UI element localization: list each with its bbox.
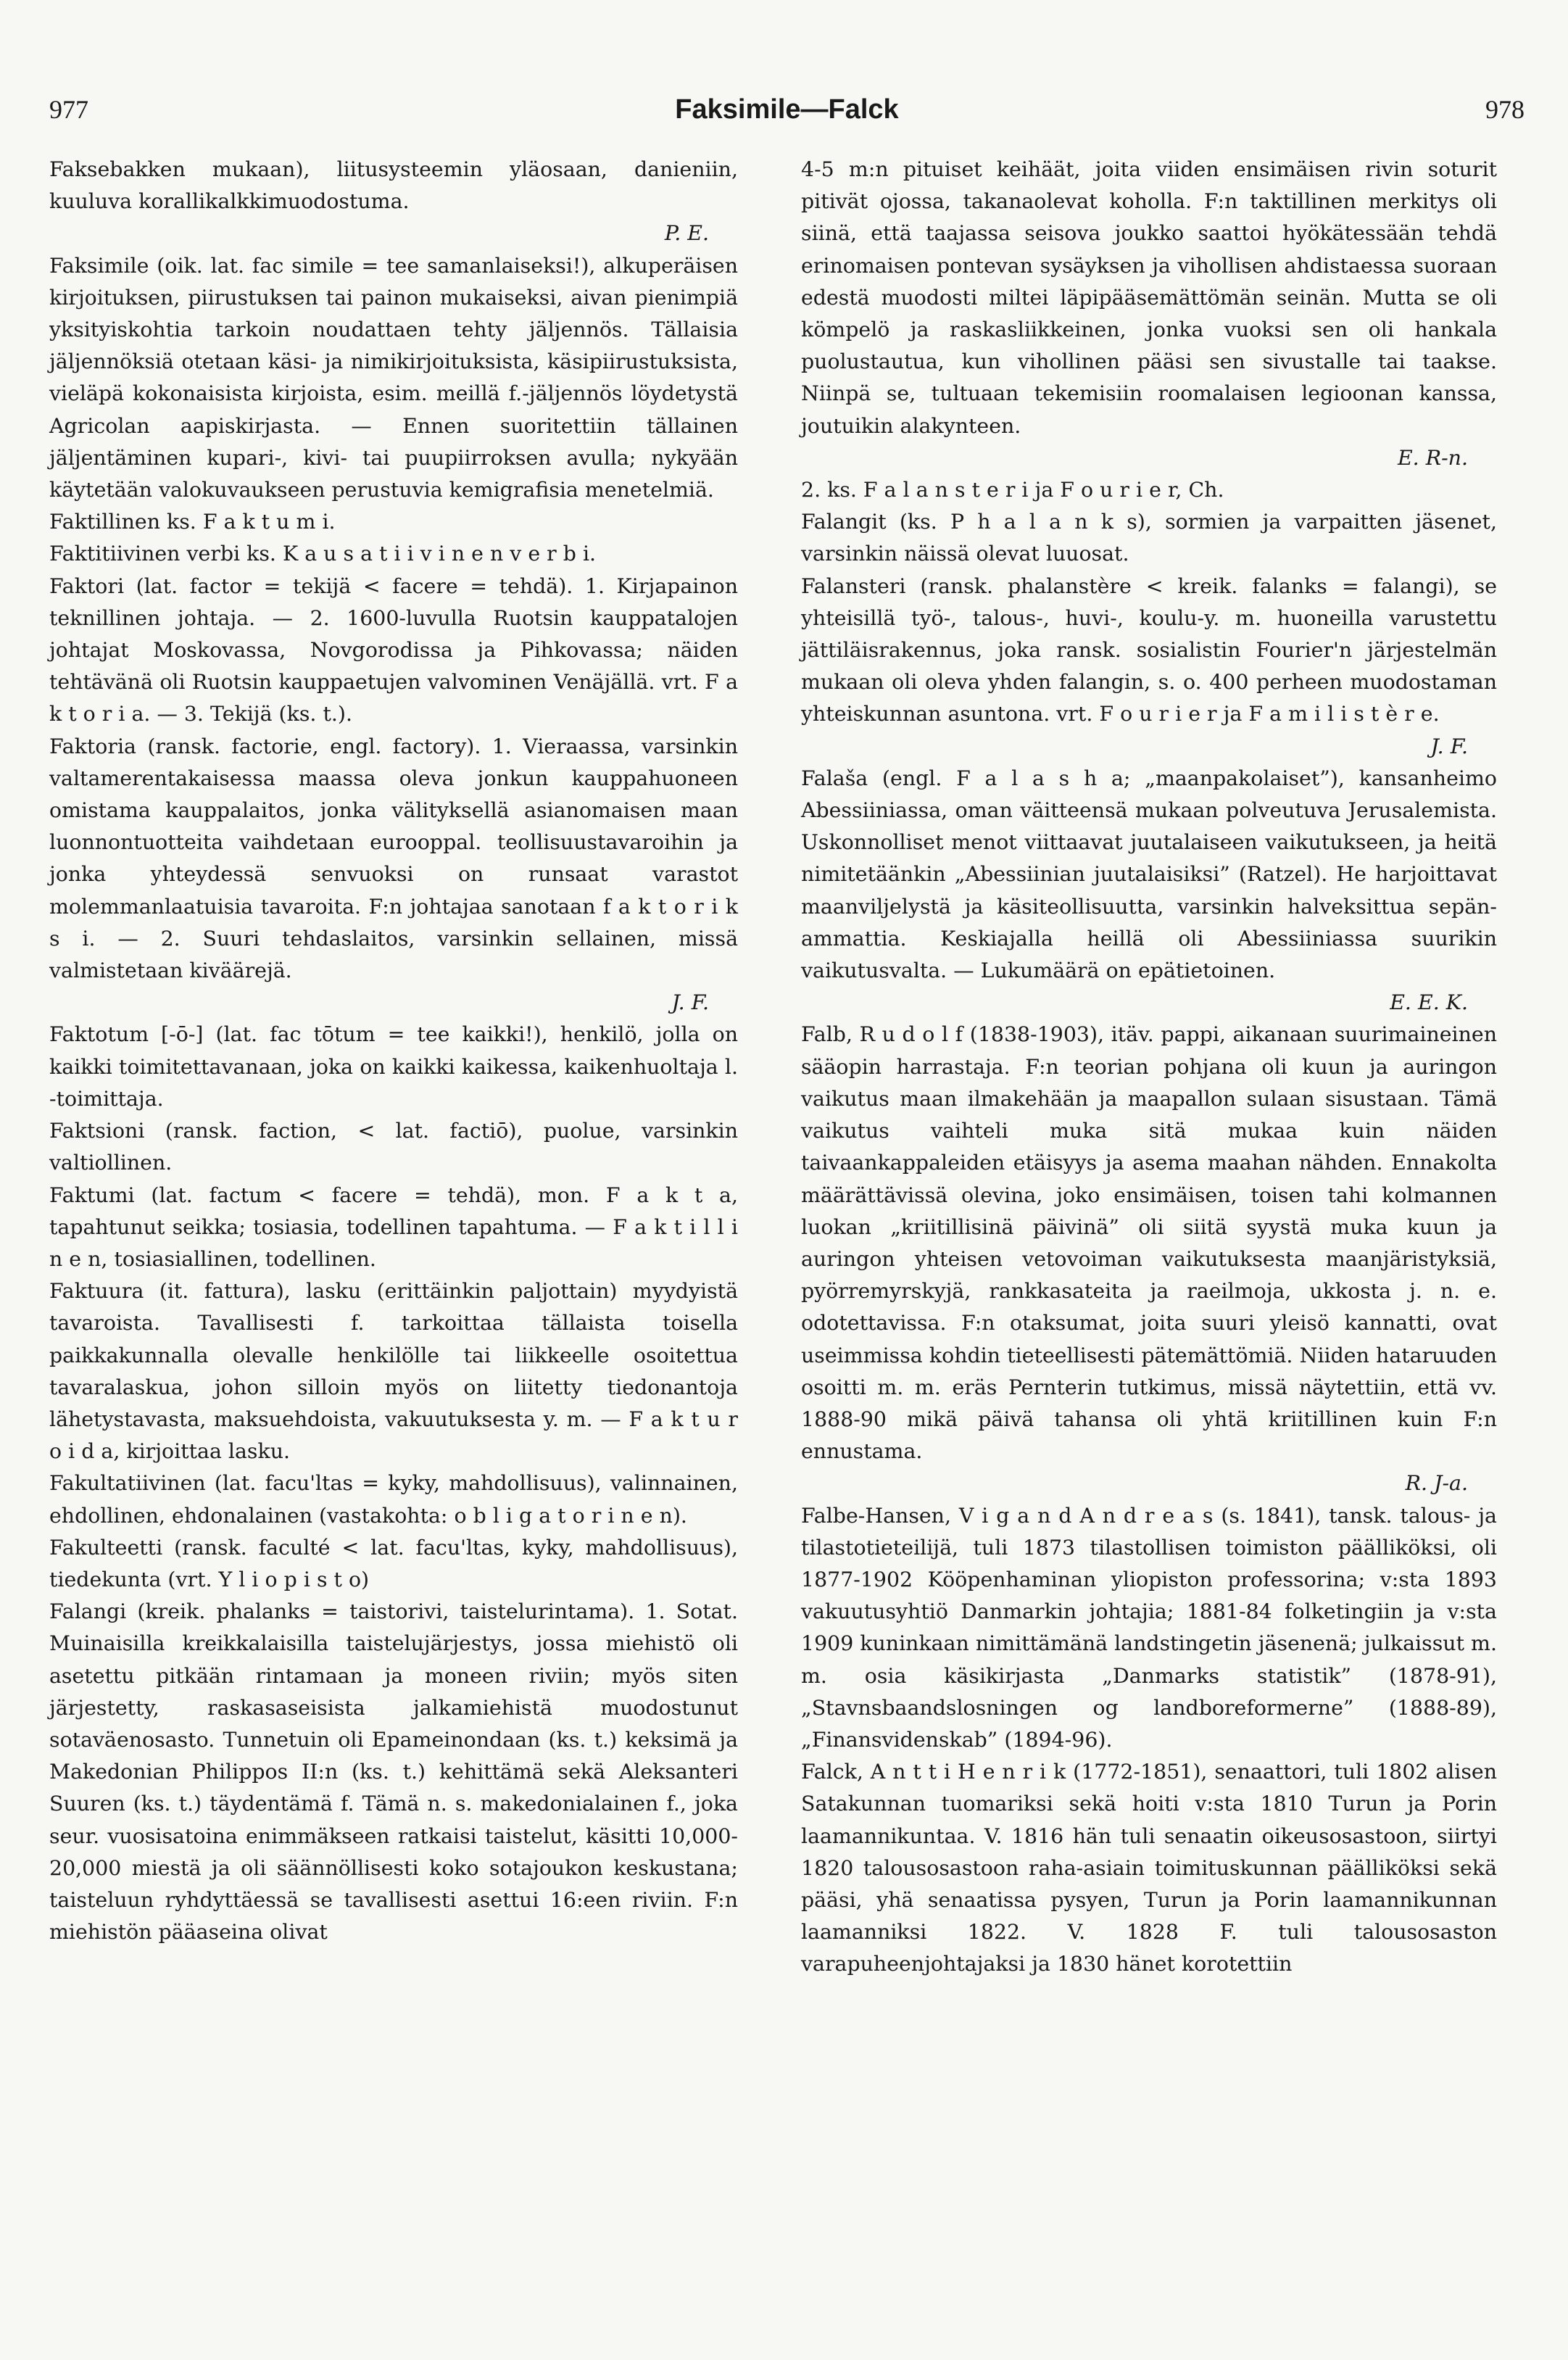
running-title: Faksimile—Falck bbox=[675, 94, 899, 125]
entry-faktitiivinen: Faktitiivinen verbi ks. K a u s a t i i v i n e n v e r b i. bbox=[49, 542, 597, 566]
entry-falb: Falb, R u d o l f (1838-1903), itäv. pappi, aikanaan suurimaineinen sääopin harrastaja. F:n teorian pohjana oli kuun ja auringon vaikutus maan ilmakehään ja maapallon sulaan sisustaan. Tämä vaikutus vaihteli muka sitä mukaa kuin näiden taivaankappaleiden etäisyys ja asema maahan nähden. Ennakolta määrättävissä olevina, joko ensimäisen, toisen tahi kolmannen luokan „kriitillisinä päivinä” oli siitä syystä muka kuun ja auringon yhteisen vetovoiman vaikutuksesta maanjäristyksiä, pyörremyrskyjä, rankkasateita ja raeilmoja, ukkosta j. n. e. odotettavissa. F:n otaksumat, joita suuri yleisö kannatti, ovat useimmissa kohdin tieteellisesti pätemättömiä. Niiden hataruuden osoitti m. m. eräs Pernterin tutkimus, missä näytettiin, että vv. 1888-90 mikä päivä tahansa oli yhtä kriitillinen kuin F:n ennustama. bbox=[801, 1022, 1497, 1464]
author-signature: J. F. bbox=[671, 990, 709, 1015]
entry-faktumi: Faktumi (lat. factum < facere = tehdä), mon. F a k t a, tapahtunut seikka; tosiasia, todellinen tapahtuma. — F a k t i l l i n e n, tosiasiallinen, todellinen. bbox=[49, 1183, 738, 1271]
entry-falangit: Falangit (ks. P h a l a n k s), sormien ja varpaitten jäsenet, varsinkin näissä olevat luuosat. bbox=[801, 510, 1497, 566]
entry-falck: Falck, A n t t i H e n r i k (1772-1851), senaattori, tuli 1802 alisen Satakunnan tuomariksi sekä hoiti v:sta 1810 Turun ja Porin laamannikuntaa. V. 1816 hän tuli senaatin oikeusosastoon, siirtyi 1820 talousosastoon raha-asiain toimituskunnan päälliköksi sekä pääsi, yhä senaatissa pysyen, Turun ja Porin laamannikunnan laamanniksi 1822. V. 1828 F. tuli talousosaston varapuheenjohtajaksi ja 1830 hänet korotettiin bbox=[801, 1760, 1497, 1976]
entry-falasa: Falaša (engl. F a l a s h a; „maanpakolaiset”), kansanheimo Abessiiniassa, oman väitteensä mukaan polveutuva Jerusalemista. Uskonnolliset menot viittaavat juutalaiseen vaikutukseen, ja heitä nimitetäänkin „Abessiinian juutalaisiksi” (Ratzel). He harjoittavat maanviljelystä ja käsiteollisuutta, varsinkin halveksittua sepän-ammattia. Keskiajalla heillä oli Abessiiniassa suurikin vaikutusvalta. — Lukumäärä on epätietoinen. bbox=[801, 766, 1497, 983]
entry-faktotum: Faktotum [-ō-] (lat. fac tōtum = tee kaikki!), henkilö, jolla on kaikki toimitettavanaan, joka on kaikki kaikessa, kaikenhuoltaja l. -toimittaja. bbox=[49, 1022, 738, 1111]
entry-fakulteetti: Fakulteetti (ransk. faculté < lat. facu'ltas, kyky, mahdollisuus), tiedekunta (vrt. Y l i o p i s t o) bbox=[49, 1535, 738, 1591]
entry-text: 4-5 m:n pituiset keihäät, joita viiden ensimäisen rivin soturit pitivät ojossa, takanaolevat koholla. F:n taktillinen merkitys oli siinä, että taajassa seisova joukko saattoi hyökätessään tehdä erinomaisen pontevan sysäyksen ja vihollisen ahdistaessa suoraan edestä muodosti miltei läpipääsemättömän seinän. Mutta se oli kömpelö ja raskasliikkeinen, jonka vuoksi sen oli hankala puolustautua, kun vihollinen pääsi sen sivustalle tai taakse. Niinpä se, tultuaan tekemisiin roomalaisen legioonan kanssa, joutuikin alakynteen. bbox=[801, 157, 1497, 438]
author-signature: J. F. bbox=[1430, 734, 1468, 758]
right-page-number: 978 bbox=[1485, 95, 1525, 124]
left-page-number: 977 bbox=[49, 95, 88, 124]
entry-fakultatiivinen: Fakultatiivinen (lat. facu'ltas = kyky, mahdollisuus), valinnainen, ehdollinen, ehdonalainen (vastakohta: o b l i g a t o r i n e n). bbox=[49, 1471, 738, 1528]
entry-faktillinen: Faktillinen ks. F a k t u m i. bbox=[49, 510, 336, 534]
entry-faktori: Faktori (lat. factor = tekijä < facere = tehdä). 1. Kirjapainon teknillinen johtaja. — 2. 1600-luvulla Ruotsin kauppatalojen johtajat Moskovassa, Novgorodissa ja Pihkovassa; näiden tehtävänä oli Ruotsin kauppaetujen valvominen Venäjällä. vrt. F a k t o r i a. — 3. Tekijä (ks. t.). bbox=[49, 574, 738, 726]
author-signature: R. J-a. bbox=[1405, 1471, 1468, 1496]
entry-falangi: Falangi (kreik. phalanks = taistorivi, taistelurintama). 1. Sotat. Muinaisilla kreikkalaisilla taistelujärjestys, jossa miehistö oli asetettu pitkään rintamaan ja moneen riviin; myös siten järjestetty, raskasaseisista jalkamiehistä muodostunut sotaväenosasto. Tunnetuin oli Epameinondaan (ks. t.) keksimä ja Makedonian Philippos II:n (ks. t.) kehittämä sekä Aleksanteri Suuren (ks. t.) täydentämä f. Tämä n. s. makedonialainen f., joka seur. vuosisatoina enimmäkseen ratkaisi taistelut, käsitti 10,000-20,000 miestä ja oli säännöllisesti koko sotajoukon keskustana; taisteluun ryhdyttäessä se tavallisesti asettui 16:een riviin. F:n miehistön pääaseina olivat bbox=[49, 1599, 738, 1945]
entry-faktoria: Faktoria (ransk. factorie, engl. factory). 1. Vieraassa, varsinkin valtamerentakaisessa maassa oleva jonkun kauppahuoneen omistama kauppalaitos, jonka välityksellä asianomaisen maan luonnontuotteita vaihdetaan eurooppal. teollisuustavaroihin ja jonka yhteydessä senvuoksi on runsaat varastot molemmanlaatuisia tavaroita. F:n johtajaa sanotaan f a k t o r i k s i. — 2. Suuri tehdaslaitos, varsinkin sellainen, missä valmistetaan kiväärejä. bbox=[49, 734, 738, 983]
author-signature: E. E. K. bbox=[1390, 990, 1468, 1015]
left-column bbox=[49, 154, 738, 1948]
entry-falbe-hansen: Falbe-Hansen, V i g a n d A n d r e a s (s. 1841), tansk. talous- ja tilastotieteilijä, tuli 1873 tilastollisen toimiston päälliköksi, oli 1877-1902 Kööpenhaminan yliopiston professorina; v:sta 1893 vakuutusyhtiö Danmarkin johtajia; 1881-84 folketingiin ja v:sta 1909 kuninkaan nimittämänä landstingetin jäsenenä; julkaissut m. m. osia käsikirjasta „Danmarks statistik” (1878-91), „Stavnsbaandslosningen og landboreformerne” (1888-89), „Finansvidenskab” (1894-96). bbox=[801, 1503, 1497, 1752]
entry-faksimile: Faksimile (oik. lat. fac simile = tee samanlaiseksi!), alkuperäisen kirjoituksen, piirustuksen tai painon mukaiseksi, aivan pienimpiä yksityiskohtia tarkoin noudattaen tehty jäljennös. Tällaisia jäljennöksiä otetaan käsi- ja nimikirjoituksista, käsipiirustuksista, vieläpä kokonaisista kirjoista, esim. meillä f.-jäljennös löydetystä Agricolan aapiskirjasta. — Ennen suoritettiin tällainen jäljentäminen kupari-, kivi- tai puupiirroksen avulla; nykyään käytetään valokuvaukseen perustuvia kemigrafisia menetelmiä. bbox=[49, 253, 738, 502]
author-signature: P. E. bbox=[664, 221, 709, 246]
running-head bbox=[49, 94, 1525, 131]
entry-faktuura: Faktuura (it. fattura), lasku (erittäinkin paljottain) myydyistä tavaroista. Tavallisesti f. tarkoittaa tällaista toisella paikkakunnalla olevalle henkilölle tai liikkeelle osoitettua tavaralaskua, johon silloin myös on liitetty tiedonantoja lähetystavasta, maksuehdoista, vakuutuksesta y. m. — F a k t u r o i d a, kirjoittaa lasku. bbox=[49, 1279, 738, 1464]
entry-falansteri: Falansteri (ransk. phalanstère < kreik. falanks = falangi), se yhteisillä työ-, talous-, huvi-, koulu-y. m. huoneilla varustettu jättiläisrakennus, joka ransk. sosialistin Fourier'n järjestelmän mukaan oli oleva yhden falangin, s. o. 400 perheen muodostaman yhteiskunnan asuntona. vrt. F o u r i e r ja F a m i l i s t è r e. bbox=[801, 574, 1497, 726]
right-column bbox=[801, 154, 1497, 1981]
author-signature: E. R-n. bbox=[1397, 445, 1468, 470]
entry-text: Faksebakken mukaan), liitusysteemin yläosaan, danieniin, kuuluva korallikalkkimuodostuma. bbox=[49, 157, 738, 214]
entry-faktsioni: Faktsioni (ransk. faction, < lat. factiō), puolue, varsinkin valtiollinen. bbox=[49, 1119, 738, 1175]
entry-falangi-2: 2. ks. F a l a n s t e r i ja F o u r i e r, Ch. bbox=[801, 478, 1224, 502]
